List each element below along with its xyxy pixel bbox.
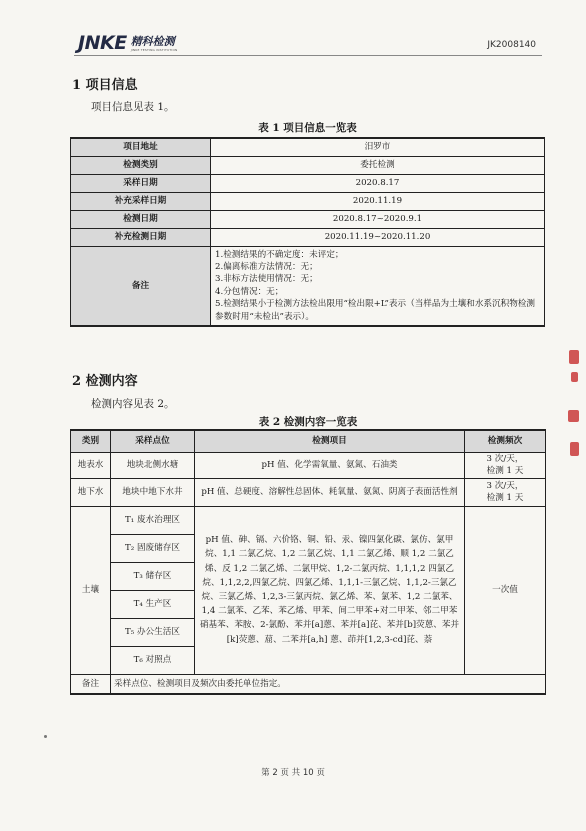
table1-caption: 表 1 项目信息一览表 — [258, 122, 357, 134]
remark-line: 1.检测结果的不确定度：未评定； — [215, 249, 344, 260]
site-cell: 地块北侧水塘 — [111, 452, 195, 478]
scan-mark — [44, 735, 47, 738]
row-value: 汨罗市 — [211, 138, 545, 156]
items-cell: pH 值、总硬度、溶解性总固体、耗氧量、氨氮、阴离子表面活性剂 — [195, 478, 465, 506]
frequency-cell: 一次值 — [465, 506, 546, 674]
site-cell: T₂ 固废储存区 — [111, 534, 195, 562]
section1-heading: 1 项目信息 — [72, 78, 138, 93]
category-cell: 地下水 — [71, 478, 111, 506]
seal-stamp-fragment — [566, 350, 582, 460]
row-value: 委托检测 — [211, 156, 545, 174]
remark-line: 3.非标方法使用情况：无； — [215, 274, 318, 285]
items-cell: pH 值、砷、镉、六价铬、铜、铅、汞、镍四氯化碳、氯仿、氯甲烷、1,1 二氯乙烷、1,2 二氯乙烷、1,1 二氯乙烯、顺 1,2 二氯乙烯、反 1,2 二氯乙烯、二氯甲烷、1,2-二氯丙烷、1,1,1,2 四氯乙烷、1,1,2,2,四氯乙烷、四氯乙烯、1,1,1-三氯乙烷、1,1,2-三氯乙烷、三氯乙烯、1,2,3-三氯丙烷、氯乙烯、苯、氯苯、1,2 二氯苯、1,4 二氯苯、乙苯、苯乙烯、甲苯、间二甲苯+对二甲苯、邻二甲苯硝基苯、苯胺、2-氯酚、苯并[a]蒽、苯并[a]芘、苯并[b]荧蒽、苯并[k]荧蒽、䓛、二苯并[a,h] 蒽、茚并[1,2,3-cd]芘、萘 — [195, 506, 465, 674]
section1-intro: 项目信息见表 1。 — [91, 101, 175, 113]
column-header: 采样点位 — [111, 430, 195, 452]
row-label: 补充检测日期 — [71, 228, 211, 246]
items-cell: pH 值、化学需氧量、氨氮、石油类 — [195, 452, 465, 478]
site-cell: 地块中地下水井 — [111, 478, 195, 506]
row-value: 2020.11.19~2020.11.20 — [211, 228, 545, 246]
report-number: JK2008140 — [487, 40, 536, 50]
remarks-row — [71, 246, 545, 326]
remarks-cell: 采样点位、检测项目及频次由委托单位指定。 — [111, 674, 546, 694]
table-row — [71, 174, 545, 192]
row-label: 采样日期 — [71, 174, 211, 192]
row-value: 2020.11.19 — [211, 192, 545, 210]
frequency-cell — [465, 478, 546, 506]
logo-mark: JNKE — [78, 32, 127, 54]
table-row — [71, 210, 545, 228]
project-info-table — [70, 137, 545, 327]
row-value: 2020.8.17~2020.9.1 — [211, 210, 545, 228]
row-label: 检测日期 — [71, 210, 211, 228]
site-cell: T₄ 生产区 — [111, 590, 195, 618]
column-header: 检测频次 — [465, 430, 546, 452]
row-label: 项目地址 — [71, 138, 211, 156]
frequency-line: 3 次/天， — [486, 453, 524, 464]
frequency-line: 3 次/天， — [486, 480, 524, 491]
section2-intro: 检测内容见表 2。 — [91, 398, 175, 410]
site-cell: T₃ 储存区 — [111, 562, 195, 590]
section2-heading: 2 检测内容 — [72, 374, 138, 389]
remark-line: 4.分包情况：无； — [215, 286, 284, 297]
table-header-row — [71, 430, 546, 452]
frequency-cell — [465, 452, 546, 478]
remark-line: 2.偏离标准方法情况：无； — [215, 261, 318, 272]
page-number: 第 2 页 共 10 页 — [261, 768, 325, 778]
table-row — [71, 138, 545, 156]
column-header: 检测项目 — [195, 430, 465, 452]
site-cell: T₆ 对照点 — [111, 646, 195, 674]
company-logo — [78, 34, 178, 52]
logo-english-name: JINKE TESTING INSTITUTION — [130, 48, 178, 52]
column-header: 类别 — [71, 430, 111, 452]
table-row — [71, 192, 545, 210]
table-row — [71, 478, 546, 506]
remarks-label: 备注 — [71, 674, 111, 694]
row-label: 检测类别 — [71, 156, 211, 174]
frequency-line: 检测 1 天 — [486, 493, 524, 503]
table2-caption: 表 2 检测内容一览表 — [258, 416, 358, 428]
frequency-line: 检测 1 天 — [486, 466, 524, 476]
logo-chinese-name: 精科检测 — [130, 35, 175, 48]
test-content-table — [70, 429, 546, 695]
site-cell: T₁ 废水治理区 — [111, 506, 195, 534]
header-divider — [74, 55, 542, 56]
category-cell: 土壤 — [71, 506, 111, 674]
row-label: 补充采样日期 — [71, 192, 211, 210]
remarks-cell — [211, 246, 545, 326]
remarks-label: 备注 — [71, 246, 211, 326]
table-row — [71, 452, 546, 478]
remark-line: 5.检测结果小于检测方法检出限用“检出限+L”表示（当样品为土壤和水系沉积物检测参数时用“未检出”表示）。 — [215, 299, 536, 322]
table-row — [71, 506, 546, 534]
site-cell: T₅ 办公生活区 — [111, 618, 195, 646]
remarks-row — [71, 674, 546, 694]
row-value: 2020.8.17 — [211, 174, 545, 192]
table-row — [71, 228, 545, 246]
category-cell: 地表水 — [71, 452, 111, 478]
table-row — [71, 156, 545, 174]
